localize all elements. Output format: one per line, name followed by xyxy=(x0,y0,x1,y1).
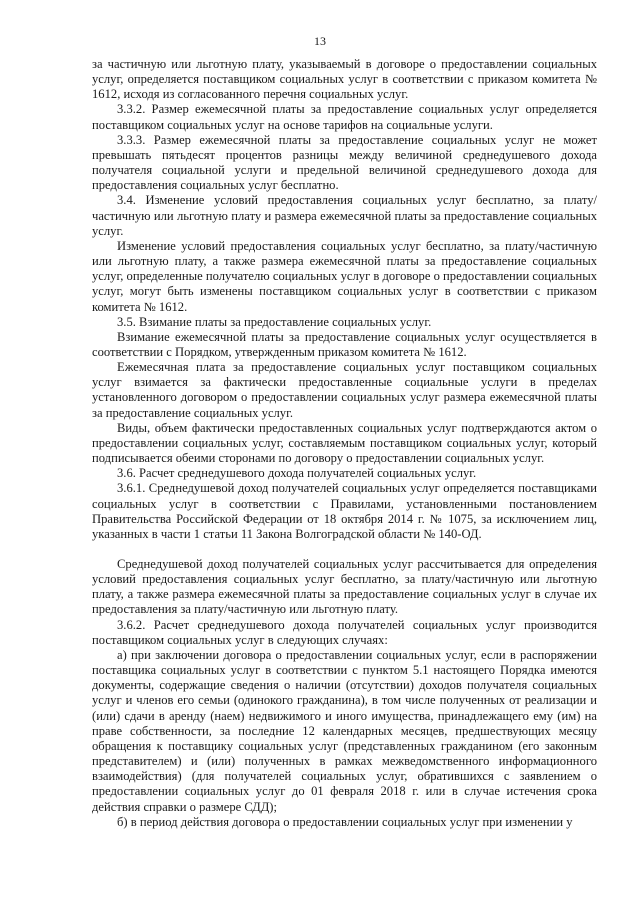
paragraph-3-6-2: 3.6.2. Расчет среднедушевого дохода получателей социальных услуг производится поставщиком социальных услуг в следующих случаях: xyxy=(92,617,597,647)
paragraph-3-3-2: 3.3.2. Размер ежемесячной платы за предоставление социальных услуг определяется поставщиком социальных услуг на основе тарифов на социальные услуги. xyxy=(92,102,597,132)
paragraph-3-6-1: 3.6.1. Среднедушевой доход получателей социальных услуг определяется поставщиками социальных услуг в соответствии с Правилами, установленными постановлением Правительства Российской Федерации от 18 октября 2014 г. № 1075, за исключением лиц, указанных в части 1 статьи 11 Закона Волгоградской области № 140-ОД. xyxy=(92,481,597,541)
paragraph-income-calculation: Среднедушевой доход получателей социальных услуг рассчитывается для определения условий предоставления социальных услуг бесплатно, за плату/частичную или льготную плату, а также размера ежемесячной платы за предоставление социальных услуг в случае их предоставления за плату/частичную или льготную плату. xyxy=(92,557,597,617)
list-item-a: а) при заключении договора о предоставлении социальных услуг, если в распоряжении поставщика социальных услуг в соответствии с пунктом 5.1 настоящего Порядка имеются документы, содержащие сведения о наличии (отсутствии) доходов получателя социальных услуг и членов его семьи (одинокого гражданина), в том числе полученных от реализации и (или) сдачи в аренду (наем) недвижимого и иного имущества, принадлежащего ему (им) на праве собственности, за последние 12 календарных месяцев, предшествующих месяцу обращения к поставщику социальных услуг (представленных гражданином (его законным представителем) и (или) полученных в рамках межведомственного информационного взаимодействия) (для получателей социальных услуг, обратившихся с заявлением о предоставлении социальных услуг до 01 февраля 2018 г. или в случае истечения срока действия справки о размере СДД); xyxy=(92,647,597,814)
paragraph-monthly-fee: Ежемесячная плата за предоставление социальных услуг поставщиком социальных услуг взимается за фактически предоставленные социальные услуги в пределах установленного договором о предоставлении социальных услуг размера ежемесячной платы за предоставление социальных услуг. xyxy=(92,360,597,420)
section-heading-3-4: 3.4. Изменение условий предоставления социальных услуг бесплатно, за плату/частичную или льготную плату и размера ежемесячной платы за предоставление социальных услуг. xyxy=(92,193,597,238)
section-heading-3-6: 3.6. Расчет среднедушевого дохода получателей социальных услуг. xyxy=(117,466,477,481)
paragraph-fee-collection: Взимание ежемесячной платы за предоставление социальных услуг осуществляется в соответствии с Порядком, утвержденным приказом комитета № 1612. xyxy=(92,329,597,359)
paragraph-continuation: за частичную или льготную плату, указываемый в договоре о предоставлении социальных услуг, определяется поставщиком социальных услуг в соответствии с приказом комитета № 1612, исходя из согласованного перечня социальных услуг. xyxy=(92,57,597,102)
list-item-b: б) в период действия договора о предоставлении социальных услуг при изменении у xyxy=(117,814,573,829)
page-number: 13 xyxy=(314,34,326,48)
paragraph-3-3-3: 3.3.3. Размер ежемесячной платы за предоставление социальных услуг не может превышать пятьдесят процентов разницы между величиной среднедушевого дохода получателя социальной услуги и предельной величиной среднедушевого дохода для предоставления социальных услуг бесплатно. xyxy=(92,132,597,193)
paragraph-services-act: Виды, объем фактически предоставленных социальных услуг подтверждаются актом о предоставлении социальных услуг, составляемым поставщиком социальных услуг, который подписывается обеими сторонами по договору о предоставлении социальных услуг. xyxy=(92,420,597,466)
paragraph-change-conditions: Изменение условий предоставления социальных услуг бесплатно, за плату/частичную или льготную плату, а также размера ежемесячной платы за предоставление социальных услуг, определенные получателю социальных услуг в договоре о предоставлении социальных услуг, могут быть изменены поставщиком социальных услуг в соответствии с приказом комитета № 1612. xyxy=(92,238,597,314)
document-body xyxy=(92,57,597,830)
section-heading-3-5: 3.5. Взимание платы за предоставление социальных услуг. xyxy=(117,314,432,329)
